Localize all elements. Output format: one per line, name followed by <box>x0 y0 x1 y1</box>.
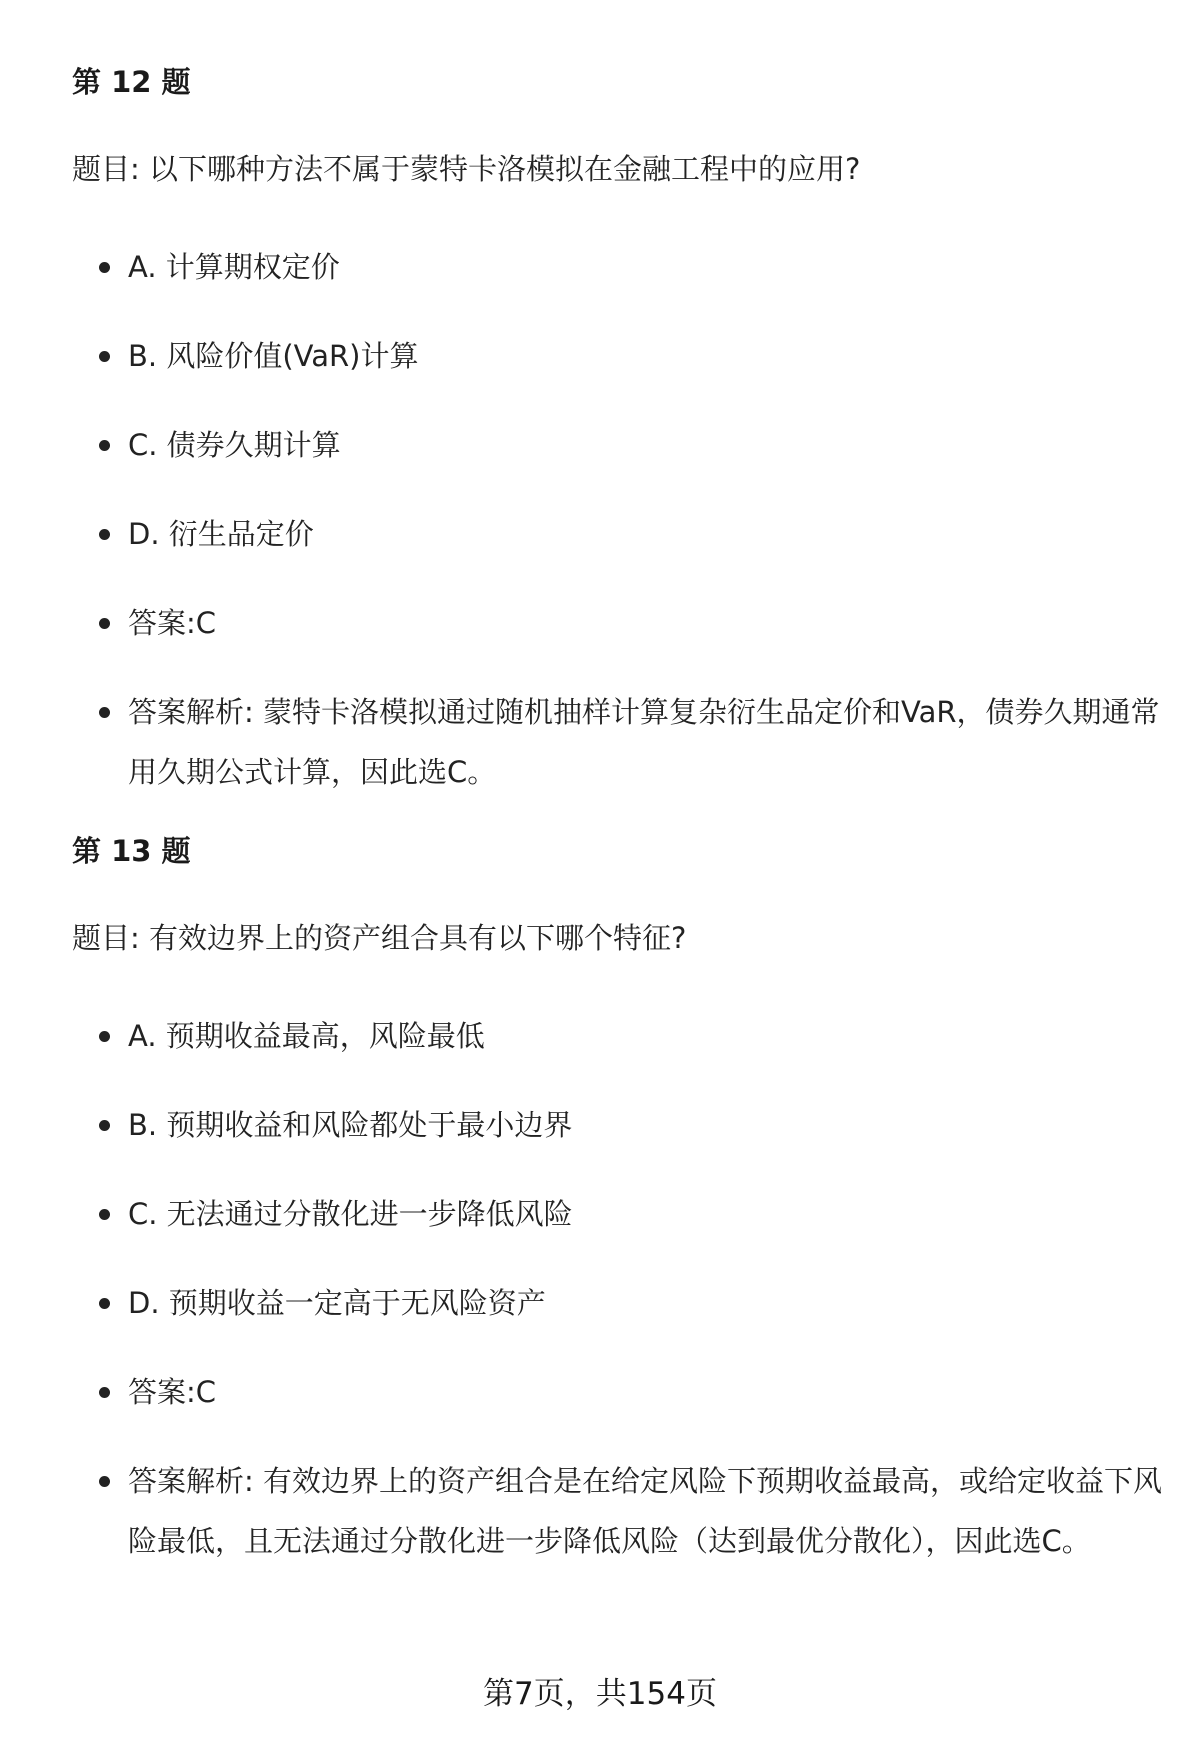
question-heading: 第 12 题 <box>72 65 191 99</box>
question-13 <box>72 831 1162 1571</box>
bullet-icon <box>99 1476 110 1487</box>
option-text: C. 债券久期计算 <box>128 428 341 462</box>
bullet-icon <box>99 1298 110 1309</box>
option-text: A. 计算期权定价 <box>128 250 340 284</box>
option-list <box>72 1006 1162 1571</box>
option-text: C. 无法通过分散化进一步降低风险 <box>128 1197 573 1231</box>
question-12 <box>72 62 1162 802</box>
option-text: B. 预期收益和风险都处于最小边界 <box>128 1108 573 1142</box>
answer-text: 答案:C <box>128 1375 217 1409</box>
option-b <box>72 1095 1162 1155</box>
option-a <box>72 1006 1162 1066</box>
bullet-icon <box>99 1387 110 1398</box>
explanation-text: 答案解析: 蒙特卡洛模拟通过随机抽样计算复杂衍生品定价和VaR，债券久期通常用久期公式计算，因此选C。 <box>128 695 1160 789</box>
bullet-icon <box>99 262 110 273</box>
bullet-icon <box>99 351 110 362</box>
question-stem: 题目: 有效边界上的资产组合具有以下哪个特征? <box>72 921 687 955</box>
page-indicator: 第7页，共154页 <box>483 1676 717 1712</box>
bullet-icon <box>99 440 110 451</box>
option-text: D. 预期收益一定高于无风险资产 <box>128 1286 546 1320</box>
option-text: D. 衍生品定价 <box>128 517 314 551</box>
answer-explanation <box>72 1451 1162 1571</box>
option-text: A. 预期收益最高，风险最低 <box>128 1019 485 1053</box>
option-c <box>72 1184 1162 1244</box>
answer <box>72 1362 1162 1422</box>
question-stem: 题目: 以下哪种方法不属于蒙特卡洛模拟在金融工程中的应用? <box>72 152 861 186</box>
bullet-icon <box>99 1209 110 1220</box>
option-d <box>72 504 1162 564</box>
question-heading: 第 13 题 <box>72 834 191 868</box>
answer-explanation <box>72 682 1162 802</box>
bullet-icon <box>99 1120 110 1131</box>
answer-text: 答案:C <box>128 606 217 640</box>
bullet-icon <box>99 529 110 540</box>
bullet-icon <box>99 1031 110 1042</box>
option-list <box>72 237 1162 802</box>
answer <box>72 593 1162 653</box>
option-b <box>72 326 1162 386</box>
bullet-icon <box>99 707 110 718</box>
option-a <box>72 237 1162 297</box>
bullet-icon <box>99 618 110 629</box>
option-c <box>72 415 1162 475</box>
page-content <box>72 62 1162 1600</box>
option-text: B. 风险价值(VaR)计算 <box>128 339 419 373</box>
option-d <box>72 1273 1162 1333</box>
explanation-text: 答案解析: 有效边界上的资产组合是在给定风险下预期收益最高，或给定收益下风险最低，且无法通过分散化进一步降低风险（达到最优分散化），因此选C。 <box>128 1464 1162 1558</box>
